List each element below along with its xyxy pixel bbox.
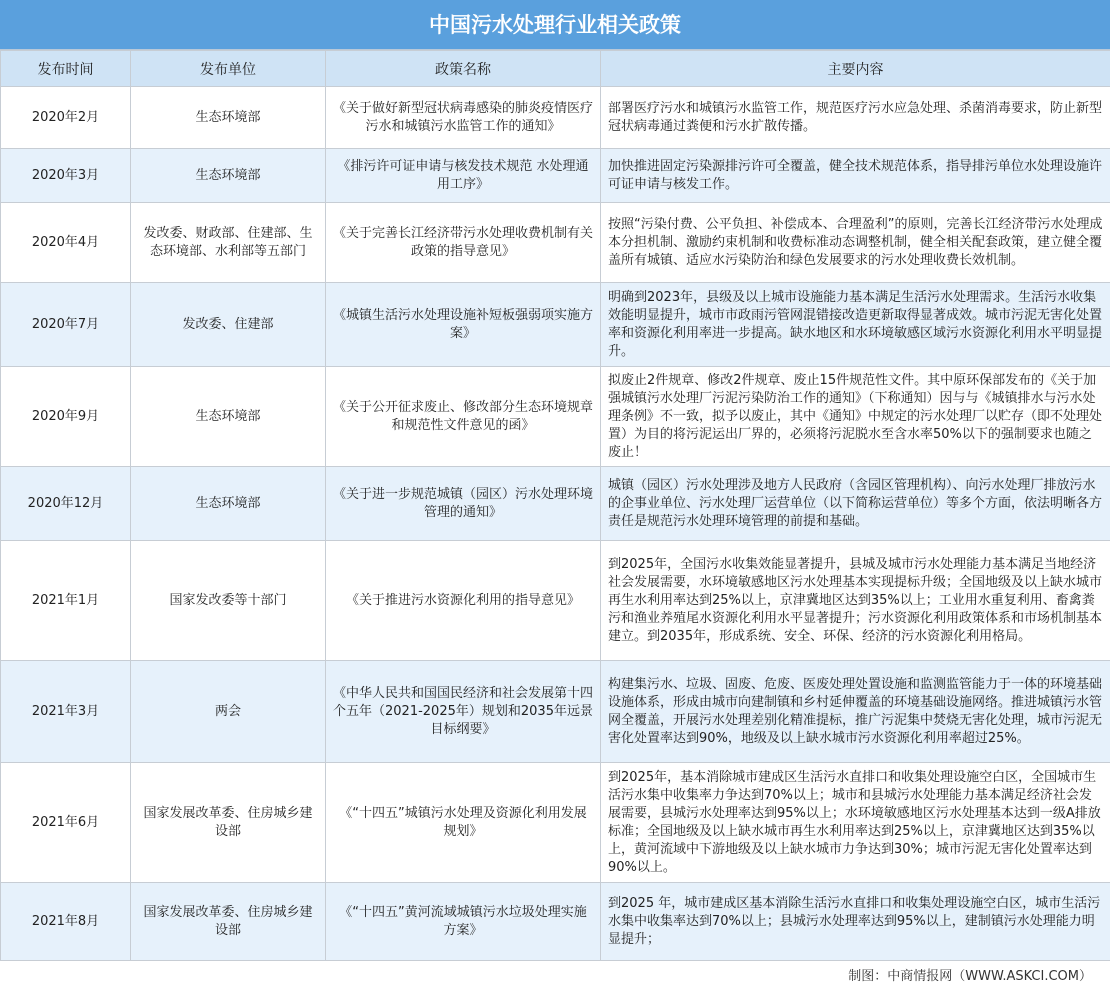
header-time: 发布时间	[1, 51, 131, 87]
cell-content: 按照“污染付费、公平负担、补偿成本、合理盈利”的原则，完善长江经济带污水处理成本分担机制、激励约束机制和收费标准动态调整机制，健全相关配套政策，建立健全覆盖所有城镇、适应水污染防治和绿色发展要求的污水处理收费长效机制。	[601, 203, 1110, 283]
cell-time: 2020年4月	[1, 203, 131, 283]
page-title: 中国污水处理行业相关政策	[0, 0, 1110, 50]
cell-content: 到2025年，基本消除城市建成区生活污水直排口和收集处理设施空白区，全国城市生活污水集中收集率力争达到70%以上；城市和县城污水处理能力基本满足经济社会发展需要，县城污水处理率达到95%以上；水环境敏感地区污水处理基本达到一级A排放标准；全国地级及以上缺水城市再生水利用率达到25%以上，京津冀地区达到35%以上，黄河流域中下游地级及以上缺水城市力争达到30%；城市污泥无害化处置率达到90%以上。	[601, 763, 1110, 883]
table-row	[1, 883, 1110, 961]
table-row	[1, 541, 1110, 661]
cell-unit: 生态环境部	[131, 367, 326, 467]
cell-content: 到2025 年，城市建成区基本消除生活污水直排口和收集处理设施空白区，城市生活污水集中收集率达到70%以上；县城污水处理率达到95%以上，建制镇污水处理能力明显提升；	[601, 883, 1110, 961]
table-row	[1, 203, 1110, 283]
cell-unit: 生态环境部	[131, 149, 326, 203]
table-row	[1, 763, 1110, 883]
cell-policy-name: 《中华人民共和国国民经济和社会发展第十四个五年（2021-2025年）规划和2035年远景目标纲要》	[326, 661, 601, 763]
cell-unit: 生态环境部	[131, 87, 326, 149]
cell-content: 拟废止2件规章、修改2件规章、废止15件规范性文件。其中原环保部发布的《关于加强城镇污水处理厂污泥污染防治工作的通知》（下称通知）因与与《城镇排水与污水处理条例》不一致，拟予以废止，其中《通知》中规定的污水处理厂以贮存（即不处理处置）为目的将污泥运出厂界的，必须将污泥脱水至含水率50%以下的强制要求也随之废止！	[601, 367, 1110, 467]
table-header-row	[1, 51, 1110, 87]
cell-time: 2021年8月	[1, 883, 131, 961]
cell-time: 2020年3月	[1, 149, 131, 203]
cell-unit: 发改委、住建部	[131, 283, 326, 367]
cell-time: 2021年6月	[1, 763, 131, 883]
policy-table	[0, 50, 1110, 961]
cell-policy-name: 《关于公开征求废止、修改部分生态环境规章和规范性文件意见的函》	[326, 367, 601, 467]
header-name: 政策名称	[326, 51, 601, 87]
cell-policy-name: 《“十四五”黄河流域城镇污水垃圾处理实施方案》	[326, 883, 601, 961]
cell-content: 城镇（园区）污水处理涉及地方人民政府（含园区管理机构）、向污水处理厂排放污水的企事业单位、污水处理厂运营单位（以下简称运营单位）等多个方面，依法明晰各方责任是规范污水处理环境管理的前提和基础。	[601, 467, 1110, 541]
cell-content: 到2025年，全国污水收集效能显著提升，县城及城市污水处理能力基本满足当地经济社会发展需要，水环境敏感地区污水处理基本实现提标升级；全国地级及以上缺水城市再生水利用率达到25%以上，京津冀地区达到35%以上；工业用水重复利用、畜禽粪污和渔业养殖尾水资源化利用水平显著提升；污水资源化利用政策体系和市场机制基本建立。到2035年，形成系统、安全、环保、经济的污水资源化利用格局。	[601, 541, 1110, 661]
cell-unit: 国家发展改革委、住房城乡建设部	[131, 883, 326, 961]
source-footer: 制图：中商情报网（WWW.ASKCI.COM）	[0, 960, 1110, 994]
table-row	[1, 467, 1110, 541]
cell-time: 2020年9月	[1, 367, 131, 467]
cell-unit: 生态环境部	[131, 467, 326, 541]
cell-unit: 发改委、财政部、住建部、生态环境部、水利部等五部门	[131, 203, 326, 283]
table-row	[1, 661, 1110, 763]
cell-content: 构建集污水、垃圾、固废、危废、医废处理处置设施和监测监管能力于一体的环境基础设施体系，形成由城市向建制镇和乡村延伸覆盖的环境基础设施网络。推进城镇污水管网全覆盖，开展污水处理差别化精准提标，推广污泥集中焚烧无害化处理，城市污泥无害化处置率达到90%，地级及以上缺水城市污水资源化利用率超过25%。	[601, 661, 1110, 763]
cell-policy-name: 《“十四五”城镇污水处理及资源化利用发展规划》	[326, 763, 601, 883]
header-unit: 发布单位	[131, 51, 326, 87]
cell-policy-name: 《关于进一步规范城镇（园区）污水处理环境管理的通知》	[326, 467, 601, 541]
table-row	[1, 367, 1110, 467]
cell-unit: 国家发展改革委、住房城乡建设部	[131, 763, 326, 883]
cell-policy-name: 《关于完善长江经济带污水处理收费机制有关政策的指导意见》	[326, 203, 601, 283]
table-row	[1, 87, 1110, 149]
cell-content: 部署医疗污水和城镇污水监管工作，规范医疗污水应急处理、杀菌消毒要求，防止新型冠状病毒通过粪便和污水扩散传播。	[601, 87, 1110, 149]
table-row	[1, 149, 1110, 203]
cell-time: 2020年2月	[1, 87, 131, 149]
cell-time: 2020年12月	[1, 467, 131, 541]
cell-policy-name: 《关于推进污水资源化利用的指导意见》	[326, 541, 601, 661]
header-content: 主要内容	[601, 51, 1110, 87]
cell-content: 明确到2023年，县级及以上城市设施能力基本满足生活污水处理需求。生活污水收集效能明显提升，城市市政雨污管网混错接改造更新取得显著成效。城市污泥无害化处置率和资源化利用率进一步提高。缺水地区和水环境敏感区域污水资源化利用水平明显提升。	[601, 283, 1110, 367]
cell-unit: 两会	[131, 661, 326, 763]
cell-time: 2020年7月	[1, 283, 131, 367]
table-row	[1, 283, 1110, 367]
cell-time: 2021年1月	[1, 541, 131, 661]
cell-policy-name: 《排污许可证申请与核发技术规范 水处理通用工序》	[326, 149, 601, 203]
cell-time: 2021年3月	[1, 661, 131, 763]
cell-policy-name: 《城镇生活污水处理设施补短板强弱项实施方案》	[326, 283, 601, 367]
cell-content: 加快推进固定污染源排污许可全覆盖，健全技术规范体系，指导排污单位水处理设施许可证申请与核发工作。	[601, 149, 1110, 203]
cell-policy-name: 《关于做好新型冠状病毒感染的肺炎疫情医疗污水和城镇污水监管工作的通知》	[326, 87, 601, 149]
cell-unit: 国家发改委等十部门	[131, 541, 326, 661]
